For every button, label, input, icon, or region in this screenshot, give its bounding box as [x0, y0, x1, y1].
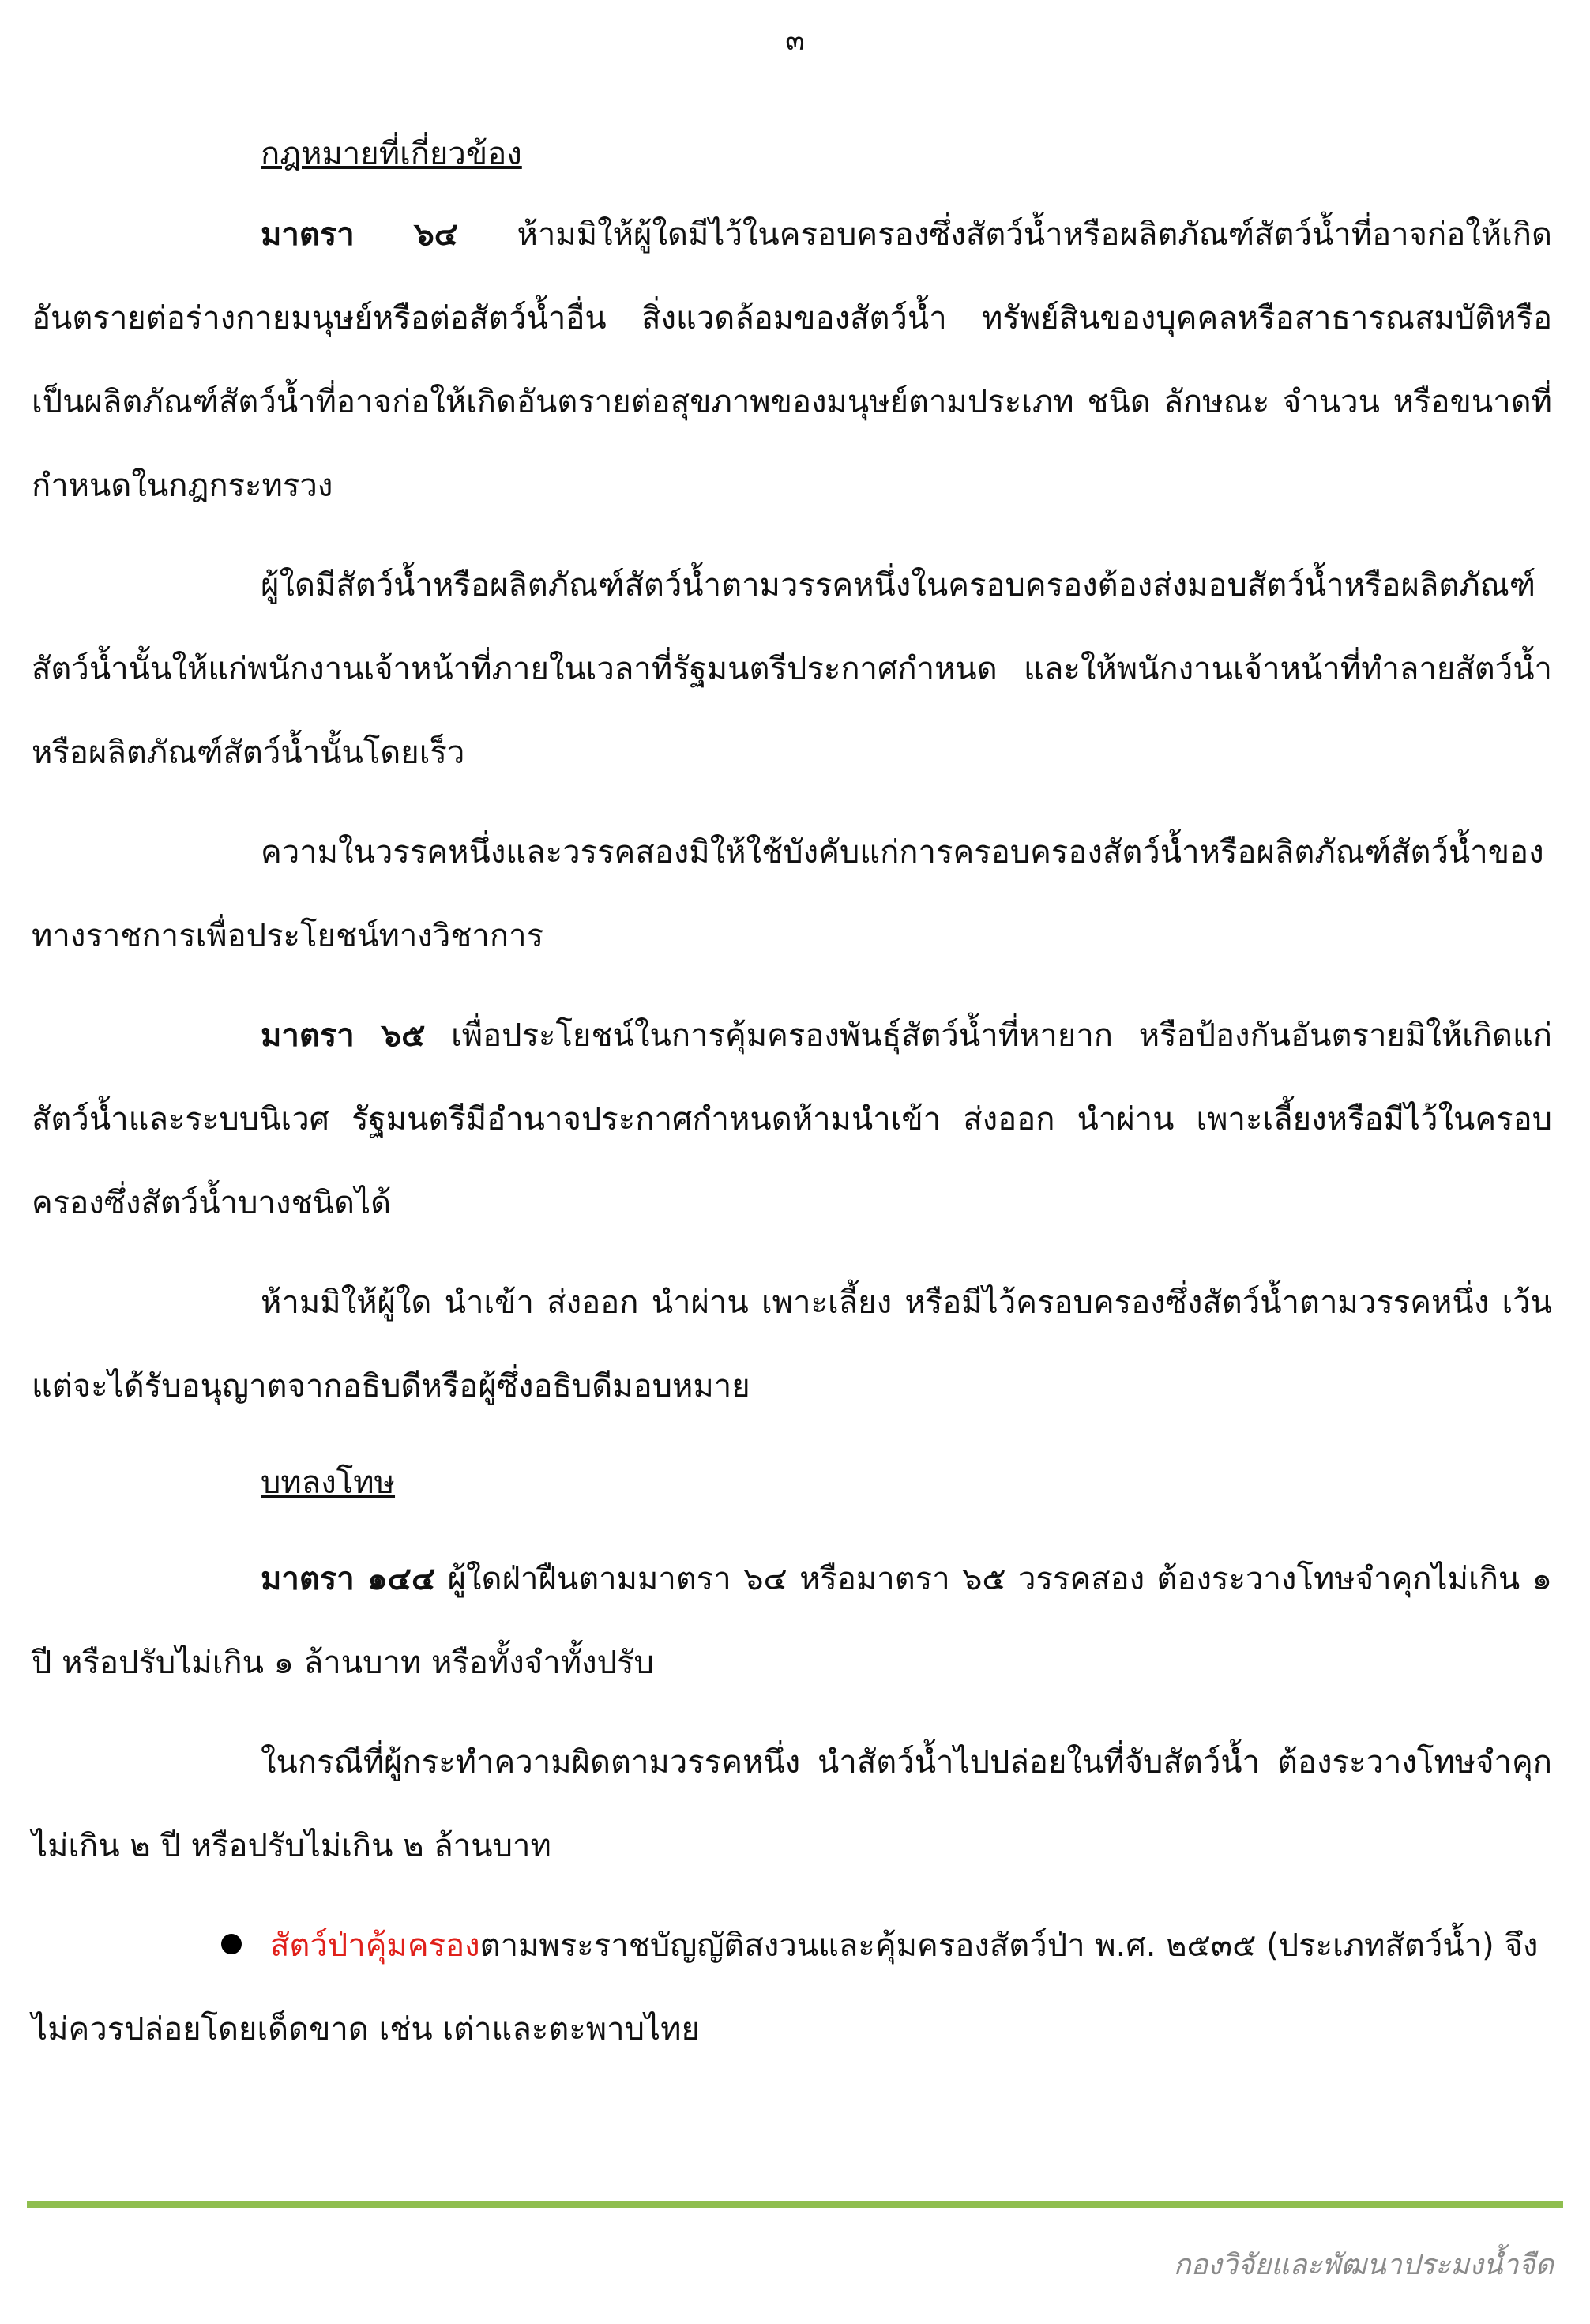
section-144-paragraph-1: [32, 1537, 1552, 1705]
document-body: [32, 131, 1552, 2071]
heading-related-laws: กฎหมายที่เกี่ยวข้อง: [261, 136, 522, 172]
page-number: ๓: [785, 24, 805, 57]
section-144-paragraph-2: ในกรณีที่ผู้กระทำความผิดตามวรรคหนึ่ง นำสัตว์น้ำไปปล่อยในที่จับสัตว์น้ำ ต้องระวางโทษจำคุกไม่เกิน ๒ ปี หรือปรับไม่เกิน ๒ ล้านบาท: [32, 1744, 1552, 1864]
footer-divider: [27, 2201, 1563, 2208]
heading-penalties: บทลงโทษ: [261, 1465, 396, 1501]
section-65-label: มาตรา ๖๕: [261, 1017, 426, 1054]
section-144-text: ผู้ใดฝ่าฝืนตามมาตรา ๖๔ หรือมาตรา ๖๕ วรรคสอง ต้องระวางโทษจำคุกไม่เกิน ๑ ปี หรือปรับไม่เกิน ๑ ล้านบาท หรือทั้งจำทั้งปรับ: [32, 1561, 1552, 1681]
section-64-paragraph-3: ความในวรรคหนึ่งและวรรคสองมิให้ใช้บังคับแก่การครอบครองสัตว์น้ำหรือผลิตภัณฑ์สัตว์น้ำของทางราชการเพื่อประโยชน์ทางวิชาการ: [32, 834, 1544, 954]
section-65-text: เพื่อประโยชน์ในการคุ้มครองพันธุ์สัตว์น้ำที่หายาก หรือป้องกันอันตรายมิให้เกิดแก่สัตว์น้ำและระบบนิเวศ รัฐมนตรีมีอำนาจประกาศกำหนดห้ามนำเข้า ส่งออก นำผ่าน เพาะเลี้ยงหรือมีไว้ในครอบครองซึ่งสัตว์น้ำบางชนิดได้: [32, 1017, 1552, 1221]
section-65-paragraph-2: ห้ามมิให้ผู้ใด นำเข้า ส่งออก นำผ่าน เพาะเลี้ยง หรือมีไว้ครอบครองซึ่งสัตว์น้ำตามวรรคหนึ่ง เว้นแต่จะได้รับอนุญาตจากอธิบดีหรือผู้ซึ่งอธิบดีมอบหมาย: [32, 1284, 1552, 1405]
footer-organization: กองวิจัยและพัฒนาประมงน้ำจืด: [1173, 2249, 1554, 2281]
section-64-paragraph-2: ผู้ใดมีสัตว์น้ำหรือผลิตภัณฑ์สัตว์น้ำตามวรรคหนึ่งในครอบครองต้องส่งมอบสัตว์น้ำหรือผลิตภัณฑ์สัตว์น้ำนั้นให้แก่พนักงานเจ้าหน้าที่ภายในเวลาที่รัฐมนตรีประกาศกำหนด และให้พนักงานเจ้าหน้าที่ทำลายสัตว์น้ำหรือผลิตภัณฑ์สัตว์น้ำนั้นโดยเร็ว: [32, 567, 1552, 771]
section-64-paragraph-1: [32, 193, 1552, 528]
section-65-paragraph-1: [32, 994, 1552, 1245]
bullet-icon: [221, 1934, 242, 1954]
bullet-item-protected-wildlife: [32, 1904, 1552, 2071]
section-64-label: มาตรา ๖๔: [261, 216, 459, 253]
section-64-text: ห้ามมิให้ผู้ใดมีไว้ในครอบครองซึ่งสัตว์น้ำหรือผลิตภัณฑ์สัตว์น้ำที่อาจก่อให้เกิดอันตรายต่อร่างกายมนุษย์หรือต่อสัตว์น้ำอื่น สิ่งแวดล้อมของสัตว์น้ำ ทรัพย์สินของบุคคลหรือสาธารณสมบัติหรือเป็นผลิตภัณฑ์สัตว์น้ำที่อาจก่อให้เกิดอันตรายต่อสุขภาพของมนุษย์ตามประเภท ชนิด ลักษณะ จำนวน หรือขนาดที่กำหนดในกฎกระทรวง: [32, 216, 1552, 504]
bullet-text: ตามพระราชบัญญัติสงวนและคุ้มครองสัตว์ป่า พ.ศ. ๒๕๓๕ (ประเภทสัตว์น้ำ) จึงไม่ควรปล่อยโดยเด็ดขาด เช่น เต่าและตะพาบไทย: [32, 1927, 1539, 2048]
protected-wildlife-highlight: สัตว์ป่าคุ้มครอง: [270, 1927, 480, 1964]
section-144-label: มาตรา ๑๔๔: [261, 1561, 436, 1597]
